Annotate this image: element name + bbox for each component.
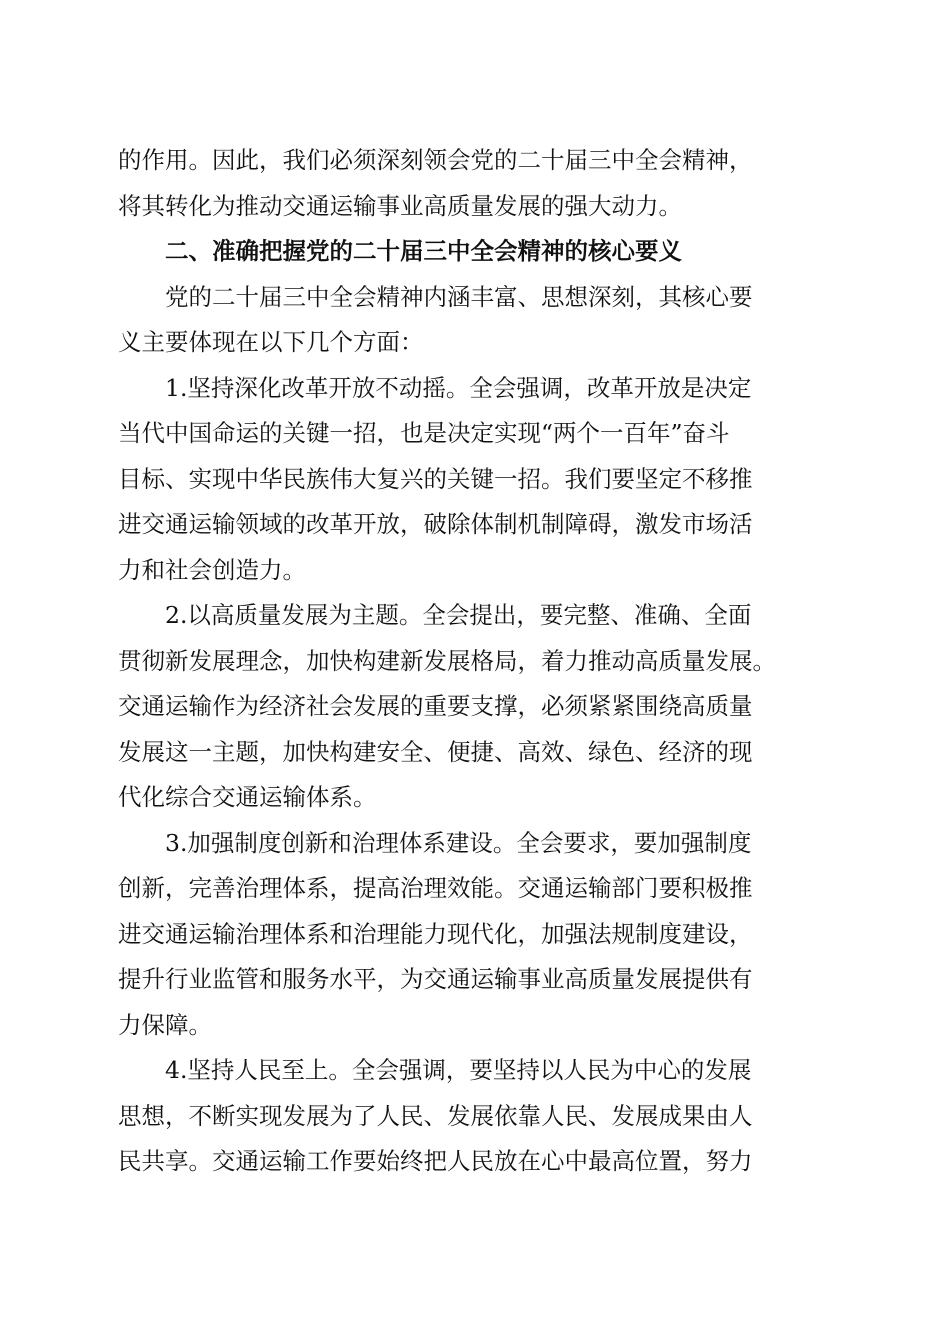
text-line: 3.加强制度创新和治理体系建设。全会要求，要加强制度	[165, 828, 752, 857]
text-line: 进交通运输领域的改革开放，破除体制机制障碍，激发市场活	[118, 510, 753, 538]
text-line: 力保障。	[118, 1010, 212, 1039]
text-line: 将其转化为推动交通运输事业高质量发展的强大动力。	[118, 191, 682, 220]
text-line: 发展这一主题，加快构建安全、便捷、高效、绿色、经济的现	[118, 737, 753, 766]
text-line: 4.坚持人民至上。全会强调，要坚持以人民为中心的发展	[165, 1056, 752, 1084]
text-line: 提升行业监管和服务水平，为交通运输事业高质量发展提供有	[118, 965, 753, 993]
section-heading: 二、准确把握党的二十届三中全会精神的核心要义	[165, 237, 682, 265]
text-line: 民共享。交通运输工作要始终把人民放在心中最高位置，努力	[118, 1147, 753, 1175]
document-body	[118, 138, 832, 1185]
text-line: 进交通运输治理体系和治理能力现代化，加强法规制度建设，	[118, 919, 753, 948]
text-line: 目标、实现中华民族伟大复兴的关键一招。我们要坚定不移推	[118, 464, 753, 493]
text-line: 交通运输作为经济社会发展的重要支撑，必须紧紧围绕高质量	[118, 692, 753, 720]
text-line: 代化综合交通运输体系。	[118, 783, 377, 811]
text-line: 的作用。因此，我们必须深刻领会党的二十届三中全会精神，	[118, 146, 753, 174]
text-line: 创新，完善治理体系，提高治理效能。交通运输部门要积极推	[118, 874, 753, 902]
text-line: 义主要体现在以下几个方面：	[118, 328, 424, 356]
text-line: 贯彻新发展理念，加快构建新发展格局，着力推动高质量发展。	[118, 646, 776, 675]
text-line: 1.坚持深化改革开放不动摇。全会强调，改革开放是决定	[165, 373, 752, 402]
text-line: 党的二十届三中全会精神内涵丰富、思想深刻，其核心要	[165, 282, 753, 311]
text-line: 当代中国命运的关键一招，也是决定实现“两个一百年”奋斗	[118, 419, 730, 447]
text-line: 力和社会创造力。	[118, 555, 306, 584]
text-line: 2.以高质量发展为主题。全会提出，要完整、准确、全面	[165, 601, 752, 629]
text-line: 思想，不断实现发展为了人民、发展依靠人民、发展成果由人	[118, 1101, 753, 1130]
